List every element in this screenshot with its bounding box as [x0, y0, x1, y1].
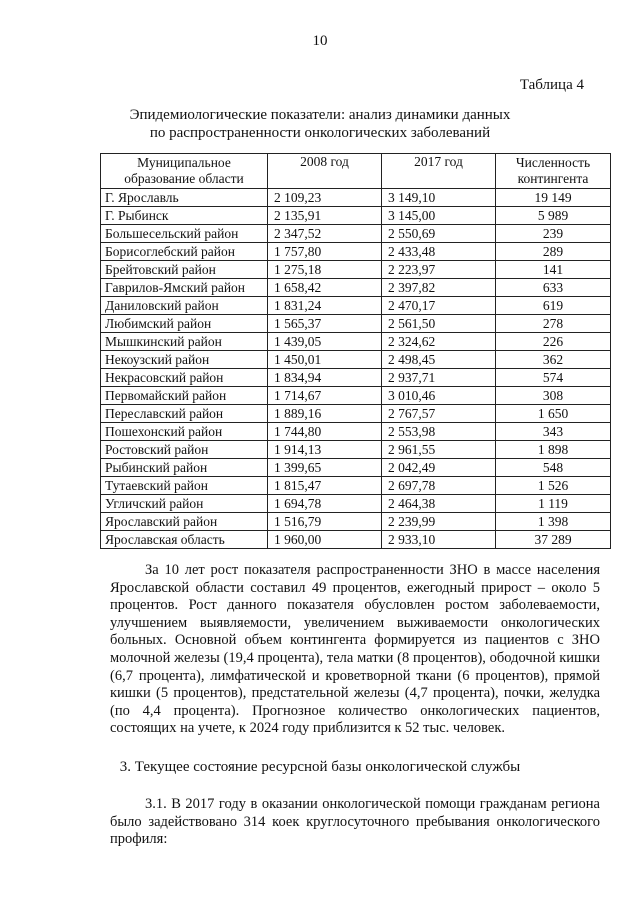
cell-count: 278	[496, 315, 611, 333]
cell-count: 1 119	[496, 495, 611, 513]
cell-municipality: Пошехонский район	[101, 423, 268, 441]
table-row	[101, 513, 611, 531]
cell-2017: 2 937,71	[382, 369, 496, 387]
cell-count: 633	[496, 279, 611, 297]
cell-count: 343	[496, 423, 611, 441]
table-row	[101, 279, 611, 297]
cell-municipality: Мышкинский район	[101, 333, 268, 351]
cell-2017: 2 223,97	[382, 261, 496, 279]
cell-2017: 2 553,98	[382, 423, 496, 441]
cell-municipality: Г. Рыбинск	[101, 207, 268, 225]
cell-2008: 1 450,01	[268, 351, 382, 369]
cell-count: 1 898	[496, 441, 611, 459]
table-row	[101, 297, 611, 315]
cell-municipality: Любимский район	[101, 315, 268, 333]
paragraph-prevalence: За 10 лет рост показателя распространенности ЗНО в массе населения Ярославской области составил 49 процентов, ежегодный прирост – около 5 процентов. Рост данного показателя обусловлен ростом заболеваемости, улучшением выявляемости, увеличением выживаемости онкологических больных. Основной объем контингента формируется из пациентов с ЗНО молочной железы (19,4 процента), тела матки (8 процентов), ободочной кишки (6,7 процента), лимфатической и кроветворной ткани (6 процентов), прямой кишки (5 процентов), предстательной железы (4,7 процента), почки, желудка (по 4,4 процента). Прогнозное количество онкологических пациентов, состоящих на учете, к 2024 году приблизится к 52 тыс. человек.	[110, 562, 600, 737]
cell-2017: 2 042,49	[382, 459, 496, 477]
cell-municipality: Даниловский район	[101, 297, 268, 315]
header-2017: 2017 год	[382, 154, 496, 189]
cell-count: 574	[496, 369, 611, 387]
header-municipality: Муниципальное образование области	[101, 154, 268, 189]
table-row	[101, 189, 611, 207]
cell-municipality: Ярославская область	[101, 531, 268, 549]
table-label: Таблица 4	[519, 77, 584, 93]
table-row	[101, 243, 611, 261]
cell-2017: 2 324,62	[382, 333, 496, 351]
cell-count: 362	[496, 351, 611, 369]
cell-municipality: Г. Ярославль	[101, 189, 268, 207]
header-2008: 2008 год	[268, 154, 382, 189]
cell-count: 619	[496, 297, 611, 315]
table-row	[101, 495, 611, 513]
cell-count: 548	[496, 459, 611, 477]
cell-municipality: Брейтовский район	[101, 261, 268, 279]
cell-count: 1 398	[496, 513, 611, 531]
prevalence-table	[100, 153, 611, 549]
cell-2008: 2 347,52	[268, 225, 382, 243]
table-row	[101, 225, 611, 243]
cell-2008: 1 658,42	[268, 279, 382, 297]
caption-line-2: по распространенности онкологических заболеваний	[149, 125, 491, 141]
header-count: Численность контингента	[496, 154, 611, 189]
cell-2017: 2 697,78	[382, 477, 496, 495]
cell-municipality: Борисоглебский район	[101, 243, 268, 261]
cell-2017: 2 397,82	[382, 279, 496, 297]
cell-municipality: Большесельский район	[101, 225, 268, 243]
table-row	[101, 207, 611, 225]
cell-2017: 2 961,55	[382, 441, 496, 459]
cell-municipality: Тутаевский район	[101, 477, 268, 495]
table-row	[101, 531, 611, 549]
paragraph-beds: 3.1. В 2017 году в оказании онкологической помощи гражданам региона было задействовано 314 коек круглосуточного пребывания онкологического профиля:	[110, 796, 600, 848]
cell-count: 289	[496, 243, 611, 261]
table-row	[101, 333, 611, 351]
table-row	[101, 423, 611, 441]
caption-line-1: Эпидемиологические показатели: анализ динамики данных	[129, 107, 511, 123]
cell-2017: 2 550,69	[382, 225, 496, 243]
cell-municipality: Некрасовский район	[101, 369, 268, 387]
table-row	[101, 441, 611, 459]
cell-2008: 1 516,79	[268, 513, 382, 531]
cell-municipality: Рыбинский район	[101, 459, 268, 477]
cell-count: 226	[496, 333, 611, 351]
table-row	[101, 261, 611, 279]
table-body	[101, 189, 611, 549]
table-caption	[0, 106, 640, 142]
cell-2008: 1 960,00	[268, 531, 382, 549]
table-row	[101, 477, 611, 495]
table-row	[101, 351, 611, 369]
cell-2008: 1 439,05	[268, 333, 382, 351]
cell-2017: 2 933,10	[382, 531, 496, 549]
cell-2017: 3 010,46	[382, 387, 496, 405]
cell-2017: 2 561,50	[382, 315, 496, 333]
cell-2008: 1 757,80	[268, 243, 382, 261]
cell-2017: 2 470,17	[382, 297, 496, 315]
cell-count: 1 526	[496, 477, 611, 495]
cell-2008: 1 744,80	[268, 423, 382, 441]
table-row	[101, 387, 611, 405]
cell-2008: 2 109,23	[268, 189, 382, 207]
cell-municipality: Некоузский район	[101, 351, 268, 369]
cell-2017: 2 767,57	[382, 405, 496, 423]
cell-2017: 2 239,99	[382, 513, 496, 531]
cell-2008: 1 714,67	[268, 387, 382, 405]
cell-municipality: Ростовский район	[101, 441, 268, 459]
cell-2017: 2 433,48	[382, 243, 496, 261]
cell-count: 239	[496, 225, 611, 243]
table-row	[101, 405, 611, 423]
cell-count: 37 289	[496, 531, 611, 549]
cell-2008: 1 815,47	[268, 477, 382, 495]
cell-count: 308	[496, 387, 611, 405]
cell-2008: 1 399,65	[268, 459, 382, 477]
table-row	[101, 459, 611, 477]
cell-count: 1 650	[496, 405, 611, 423]
cell-count: 19 149	[496, 189, 611, 207]
cell-2008: 1 275,18	[268, 261, 382, 279]
cell-municipality: Ярославский район	[101, 513, 268, 531]
cell-2008: 1 831,24	[268, 297, 382, 315]
table-row	[101, 369, 611, 387]
cell-municipality: Угличский район	[101, 495, 268, 513]
table-header-row	[101, 154, 611, 189]
cell-2008: 2 135,91	[268, 207, 382, 225]
cell-2017: 3 149,10	[382, 189, 496, 207]
cell-2017: 2 464,38	[382, 495, 496, 513]
section-heading: 3. Текущее состояние ресурсной базы онкологической службы	[119, 759, 521, 775]
cell-2008: 1 889,16	[268, 405, 382, 423]
cell-count: 5 989	[496, 207, 611, 225]
cell-municipality: Гаврилов-Ямский район	[101, 279, 268, 297]
cell-2008: 1 565,37	[268, 315, 382, 333]
page-number: 10	[312, 33, 328, 49]
cell-2008: 1 834,94	[268, 369, 382, 387]
cell-2017: 3 145,00	[382, 207, 496, 225]
cell-count: 141	[496, 261, 611, 279]
table-row	[101, 315, 611, 333]
cell-municipality: Переславский район	[101, 405, 268, 423]
cell-municipality: Первомайский район	[101, 387, 268, 405]
cell-2008: 1 694,78	[268, 495, 382, 513]
cell-2017: 2 498,45	[382, 351, 496, 369]
cell-2008: 1 914,13	[268, 441, 382, 459]
